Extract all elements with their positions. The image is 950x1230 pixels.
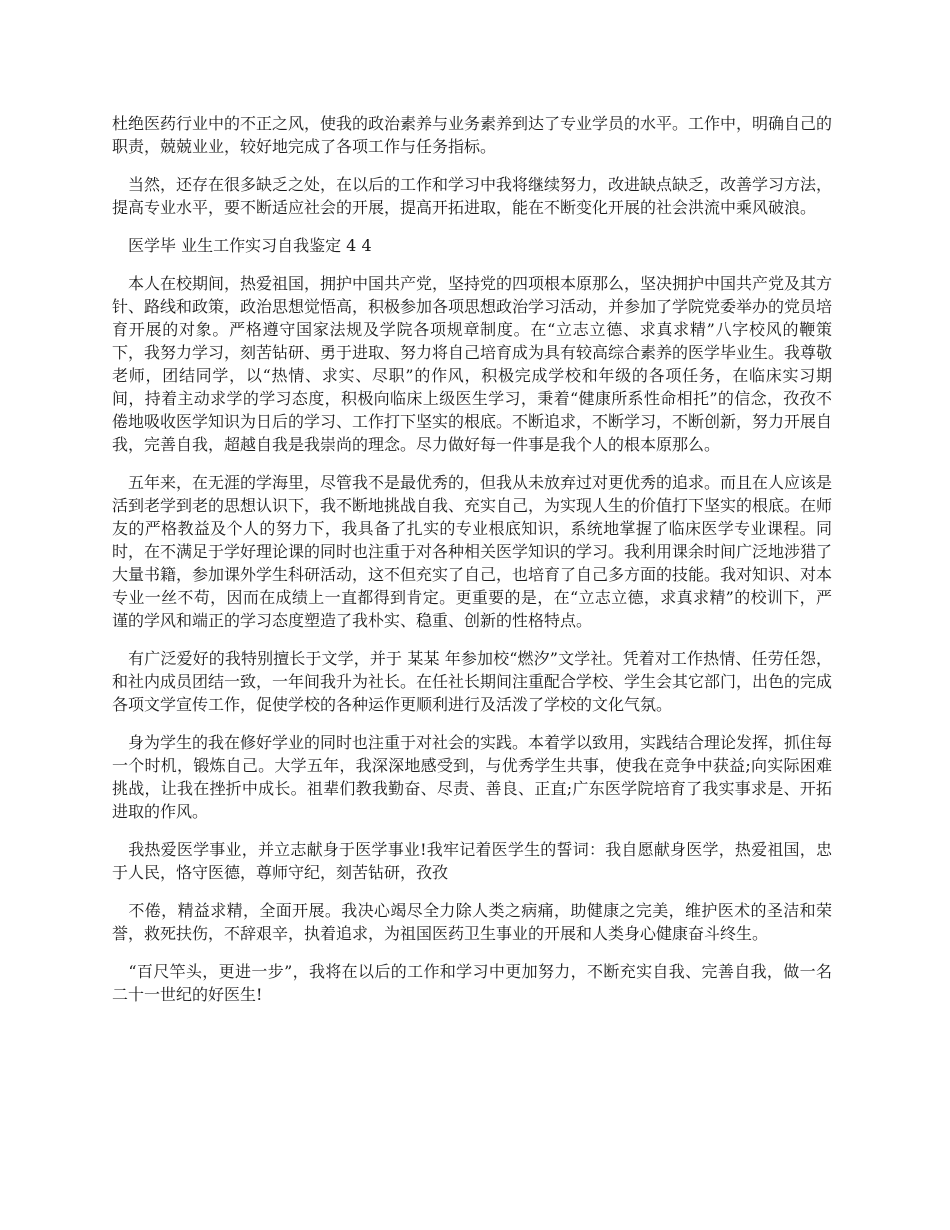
paragraph-medical-oath: 我热爱医学事业，并立志献身于医学事业!我牢记着医学生的誓词：我自愿献身医学，热爱祖国，忠于人民，恪守医德，尊师守纪，刻苦钻研，孜孜 xyxy=(112,840,832,882)
paragraph-oath-continued: 不倦，精益求精，全面开展。我决心竭尽全力除人类之病痛，助健康之完美，维护医术的圣洁和荣誉，救死扶伤，不辞艰辛，执着追求，为祖国医药卫生事业的开展和人类身心健康奋斗终生。 xyxy=(112,901,832,943)
paragraph-social-practice: 身为学生的我在修好学业的同时也注重于对社会的实践。本着学以致用，实践结合理论发挥，抓住每一个时机，锻炼自己。大学五年，我深深地感受到，与优秀学生共事，使我在竞争中获益;向实际困难挑战，让我在挫折中成长。祖辈们教我勤奋、尽责、善良、正直;广东医学院培育了我实事求是、开拓进取的作风。 xyxy=(112,733,833,821)
document-page xyxy=(112,112,832,1021)
paragraph-shortcomings: 当然，还存在很多缺乏之处，在以后的工作和学习中我将继续努力，改进缺点缺乏，改善学习方法，提高专业水平，要不断适应社会的开展，提高开拓进取，能在不断变化开展的社会洪流中乘风破浪。 xyxy=(112,175,833,217)
section-heading: 医学毕 业生工作实习自我鉴定 4 4 xyxy=(112,236,372,255)
paragraph-five-years: 五年来，在无涯的学海里，尽管我不是最优秀的，但我从未放弃过对更优秀的追求。而且在人应该是活到老学到老的思想认识下，我不断地挑战自我、充实自己，为实现人生的价值打下坚实的根底。在师友的严格教益及个人的努力下，我具备了扎实的专业根底知识，系统地掌握了临床医学专业课程。同时，在不满足于学好理论课的同时也注重于对各种相关医学知识的学习。我利用课余时间广泛地涉猎了大量书籍，参加课外学生科研活动，这不但充实了自己，也培育了自己多方面的技能。我对知识、对本专业一丝不苟，因而在成绩上一直都得到肯定。更重要的是，在“立志立德，求真求精”的校训下，严谨的学风和端正的学习态度塑造了我朴实、稳重、创新的性格特点。 xyxy=(112,473,833,630)
paragraph-conclusion: “百尺竿头，更进一步”，我将在以后的工作和学习中更加努力，不断充实自我、完善自我，做一名二十一世纪的好医生! xyxy=(112,962,832,1004)
paragraph-school-period: 本人在校期间，热爱祖国，拥护中国共产党，坚持党的四项根本原那么，坚决拥护中国共产党及其方针、路线和政策，政治思想觉悟高，积极参加各项思想政治学习活动，并参加了学院党委举办的党员培育开展的对象。严格遵守国家法规及学院各项规章制度。在“立志立德、求真求精”八字校风的鞭策下，我努力学习，刻苦钻研、勇于进取、努力将自己培育成为具有较高综合素养的医学毕业生。我尊敬老师，团结同学，以“热情、求实、尽职”的作风，积极完成学校和年级的各项任务，在临床实习期间，持着主动求学的学习态度，积极向临床上级医生学习，秉着“健康所系性命相托”的信念，孜孜不倦地吸收医学知识为日后的学习、工作打下坚实的根底。不断追求，不断学习，不断创新，努力开展自我，完善自我，超越自我是我崇尚的理念。尽力做好每一件事是我个人的根本原那么。 xyxy=(112,274,833,454)
paragraph-continuation: 杜绝医药行业中的不正之风，使我的政治素养与业务素养到达了专业学员的水平。工作中，明确自己的职责，兢兢业业，较好地完成了各项工作与任务指标。 xyxy=(112,114,833,156)
paragraph-literature: 有广泛爱好的我特别擅长于文学，并于 某某 年参加校“燃汐”文学社。凭着对工作热情、任劳任怨，和社内成员团结一致，一年间我升为社长。在任社长期间注重配合学校、学生会其它部门，出色的完成各项文学宣传工作，促使学校的各种运作更顺利进行及活泼了学校的文化气氛。 xyxy=(112,649,833,714)
